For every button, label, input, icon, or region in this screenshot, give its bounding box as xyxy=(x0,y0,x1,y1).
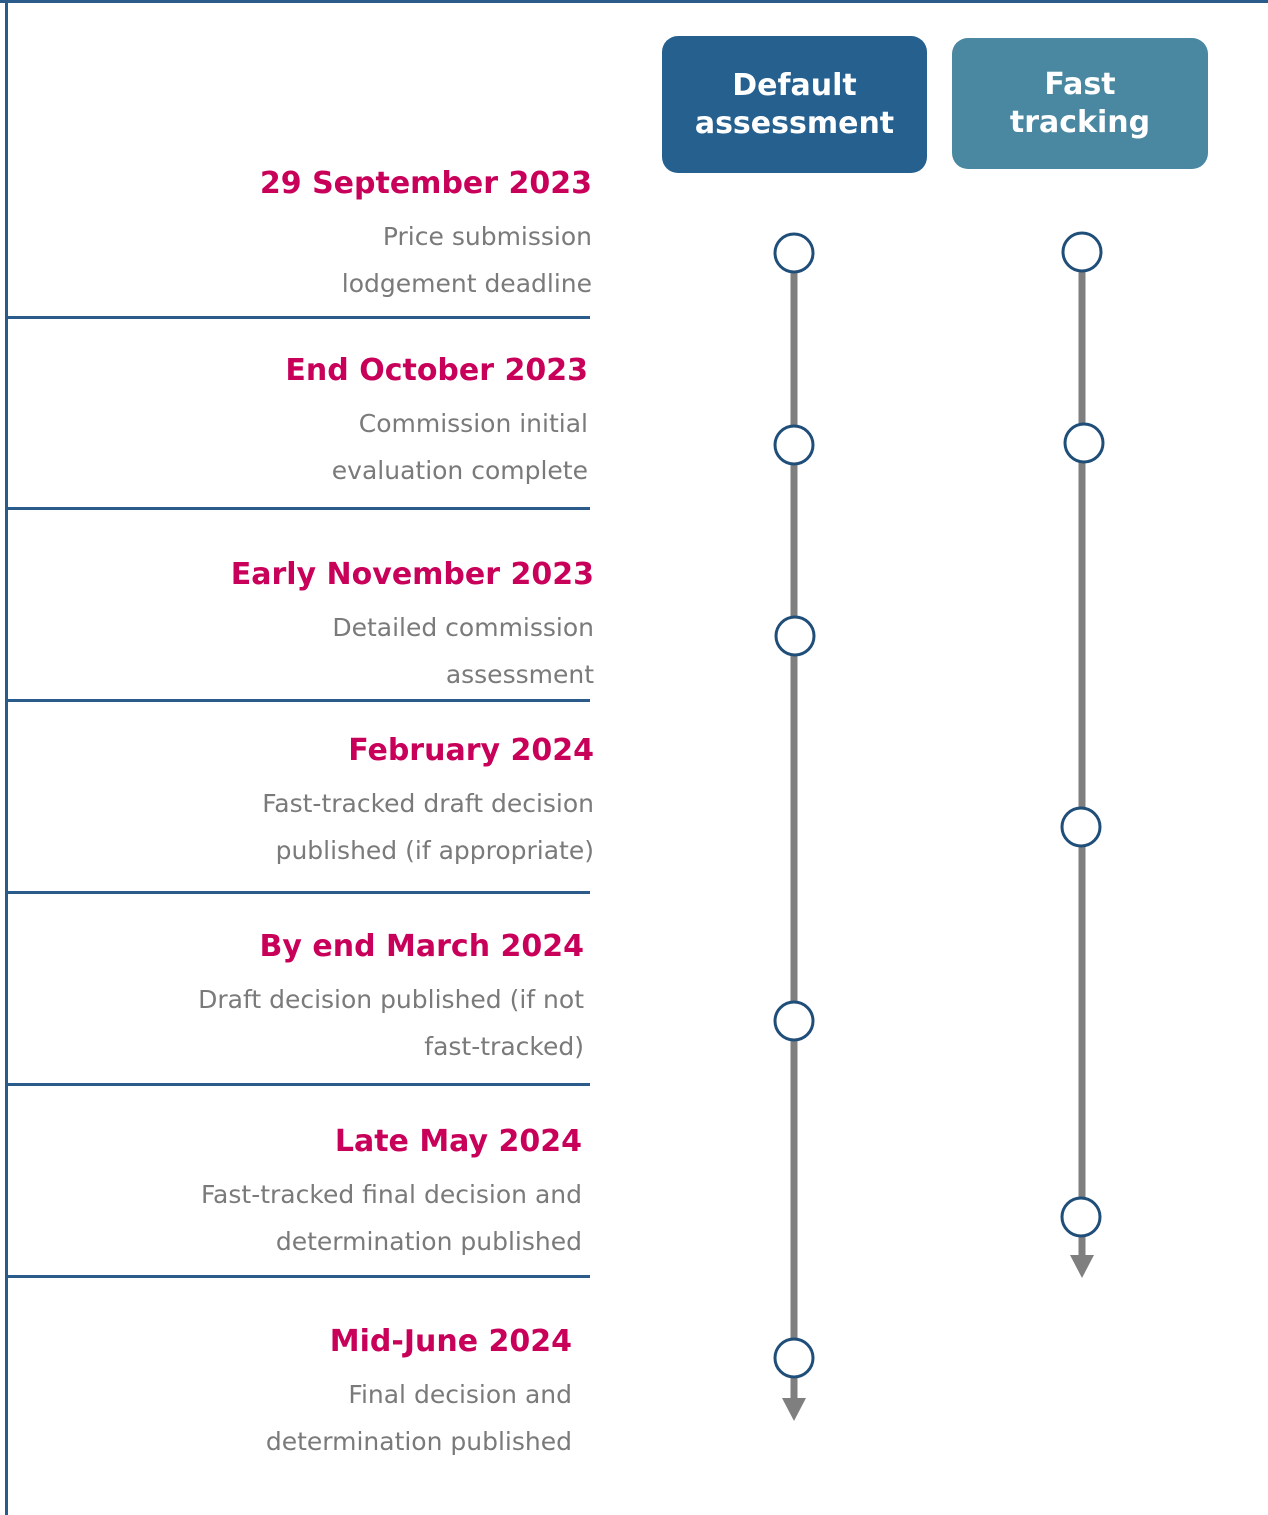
milestone-desc-line2: determination published xyxy=(265,1427,572,1456)
milestone-desc-line1: Draft decision published (if not xyxy=(198,985,584,1014)
milestone-desc-line2: determination published xyxy=(275,1227,582,1256)
default-header-line2: assessment xyxy=(694,105,895,141)
fast-track-arrowhead xyxy=(1070,1255,1094,1278)
milestone-desc-line2: lodgement deadline xyxy=(341,269,592,298)
milestone-date: Late May 2024 xyxy=(334,1124,582,1159)
fast-header-line1: Fast xyxy=(1044,66,1116,102)
default-header-line1: Default xyxy=(732,67,857,103)
milestone-desc-line1: Fast-tracked final decision and xyxy=(200,1180,582,1209)
milestone-desc-line1: Commission initial xyxy=(358,409,588,438)
milestone-date: February 2024 xyxy=(348,733,594,768)
milestone-date: 29 September 2023 xyxy=(259,166,592,201)
milestone-desc-line2: evaluation complete xyxy=(331,456,588,485)
milestone-date: By end March 2024 xyxy=(259,929,584,964)
default-node-milestone-5 xyxy=(775,1002,813,1040)
fast-node-milestone-1 xyxy=(1063,233,1101,271)
default-track-arrowhead xyxy=(782,1398,806,1421)
milestone-date: Mid-June 2024 xyxy=(329,1324,572,1359)
milestone-desc-line1: Price submission xyxy=(382,222,592,251)
default-node-milestone-3 xyxy=(776,617,814,655)
milestone-date: Early November 2023 xyxy=(230,557,594,592)
milestone-date: End October 2023 xyxy=(285,353,588,388)
fast-header-line2: tracking xyxy=(1009,104,1151,140)
fast-node-milestone-4 xyxy=(1062,808,1100,846)
default-node-milestone-2 xyxy=(775,426,813,464)
milestone-desc-line1: Fast-tracked draft decision xyxy=(262,789,594,818)
fast-node-milestone-6 xyxy=(1062,1198,1100,1236)
milestone-desc-line2: assessment xyxy=(445,660,594,689)
default-node-milestone-7 xyxy=(775,1339,813,1377)
default-node-milestone-1 xyxy=(775,234,813,272)
fast-node-milestone-2 xyxy=(1065,424,1103,462)
milestone-desc-line1: Final decision and xyxy=(348,1380,572,1409)
milestone-desc-line2: published (if appropriate) xyxy=(275,836,594,865)
milestone-desc-line2: fast-tracked) xyxy=(424,1032,584,1061)
milestone-desc-line1: Detailed commission xyxy=(332,613,594,642)
